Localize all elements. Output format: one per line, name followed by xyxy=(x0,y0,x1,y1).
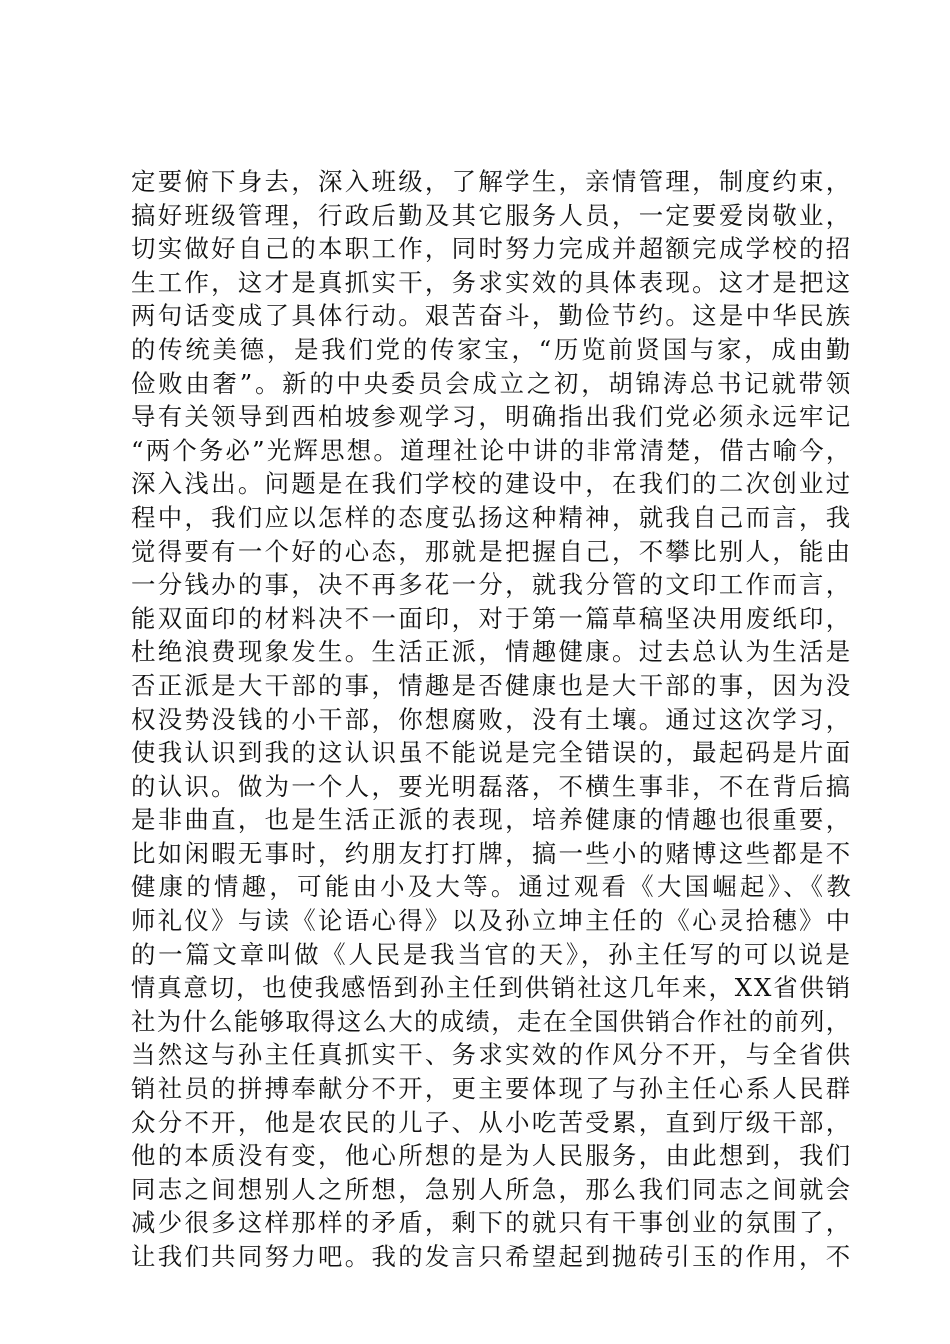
text-line: 能双面印的材料决不一面印，对于第一篇草稿坚决用废纸印， xyxy=(131,603,853,633)
text-line: 定要俯下身去，深入班级，了解学生，亲情管理，制度约束， xyxy=(131,167,853,196)
text-line: “两个务必”光辉思想。道理社论中讲的非常清楚，借古喻今， xyxy=(131,435,853,465)
text-line: 师礼仪》与读《论语心得》以及孙立坤主任的《心灵拾穗》中 xyxy=(131,906,853,936)
text-line: 深入浅出。问题是在我们学校的建设中，在我们的二次创业过 xyxy=(131,469,853,499)
text-line: 程中，我们应以怎样的态度弘扬这种精神，就我自己而言，我 xyxy=(131,502,853,532)
text-line: 的认识。做为一个人，要光明磊落，不横生事非，不在背后搞 xyxy=(131,771,853,801)
text-line: 权没势没钱的小干部，你想腐败，没有土壤。通过这次学习， xyxy=(131,704,853,734)
text-line: 觉得要有一个好的心态，那就是把握自己，不攀比别人，能由 xyxy=(131,536,853,566)
text-line: 同志之间想别人之所想，急别人所急，那么我们同志之间就会 xyxy=(131,1174,853,1204)
text-line: 比如闲暇无事时，约朋友打打牌，搞一些小的赌博这些都是不 xyxy=(131,838,853,868)
text-line: 健康的情趣，可能由小及大等。通过观看《大国崛起》、《教 xyxy=(131,872,855,902)
text-line: 杜绝浪费现象发生。生活正派，情趣健康。过去总认为生活是 xyxy=(131,637,853,667)
text-line: 使我认识到我的这认识虽不能说是完全错误的，最起码是片面 xyxy=(131,738,853,768)
text-line: 的传统美德，是我们党的传家宝，“历览前贤国与家，成由勤 xyxy=(131,334,854,364)
body-text xyxy=(131,165,855,1274)
text-line: 销社员的拼搏奉献分不开，更主要体现了与孙主任心系人民群 xyxy=(131,1074,853,1104)
text-line: 切实做好自己的本职工作，同时努力完成并超额完成学校的招 xyxy=(131,234,853,264)
text-line: 减少很多这样那样的矛盾，剩下的就只有干事创业的氛围了， xyxy=(131,1208,853,1238)
text-line: 生工作，这才是真抓实干，务求实效的具体表现。这才是把这 xyxy=(131,267,853,297)
text-line: 众分不开，他是农民的儿子、从小吃苦受累，直到厅级干部， xyxy=(131,1107,853,1137)
text-line: 俭败由奢”。新的中央委员会成立之初，胡锦涛总书记就带领 xyxy=(131,368,854,398)
text-line: 搞好班级管理，行政后勤及其它服务人员，一定要爱岗敬业， xyxy=(131,200,853,230)
text-line: 两句话变成了具体行动。艰苦奋斗，勤俭节约。这是中华民族 xyxy=(131,301,853,331)
text-line: 让我们共同努力吧。我的发言只希望起到抛砖引玉的作用，不 xyxy=(131,1242,853,1271)
text-line: 是非曲直，也是生活正派的表现，培养健康的情趣也很重要， xyxy=(131,805,853,835)
text-line: 否正派是大干部的事，情趣是否健康也是大干部的事，因为没 xyxy=(131,670,853,700)
text-line: 社为什么能够取得这么大的成绩，走在全国供销合作社的前列， xyxy=(131,1006,852,1036)
text-line: 他的本质没有变，他心所想的是为人民服务，由此想到，我们 xyxy=(131,1141,853,1171)
text-line: 的一篇文章叫做《人民是我当官的天》，孙主任写的可以说是 xyxy=(131,939,853,969)
text-line: 导有关领导到西柏坡参观学习，明确指出我们党必须永远牢记 xyxy=(131,402,853,432)
text-line: 情真意切，也使我感悟到孙主任到供销社这几年来，XX省供销 xyxy=(131,973,852,1003)
text-line: 当然这与孙主任真抓实干、务求实效的作风分不开，与全省供 xyxy=(131,1040,853,1070)
text-line: 一分钱办的事，决不再多花一分，就我分管的文印工作而言， xyxy=(131,570,853,600)
